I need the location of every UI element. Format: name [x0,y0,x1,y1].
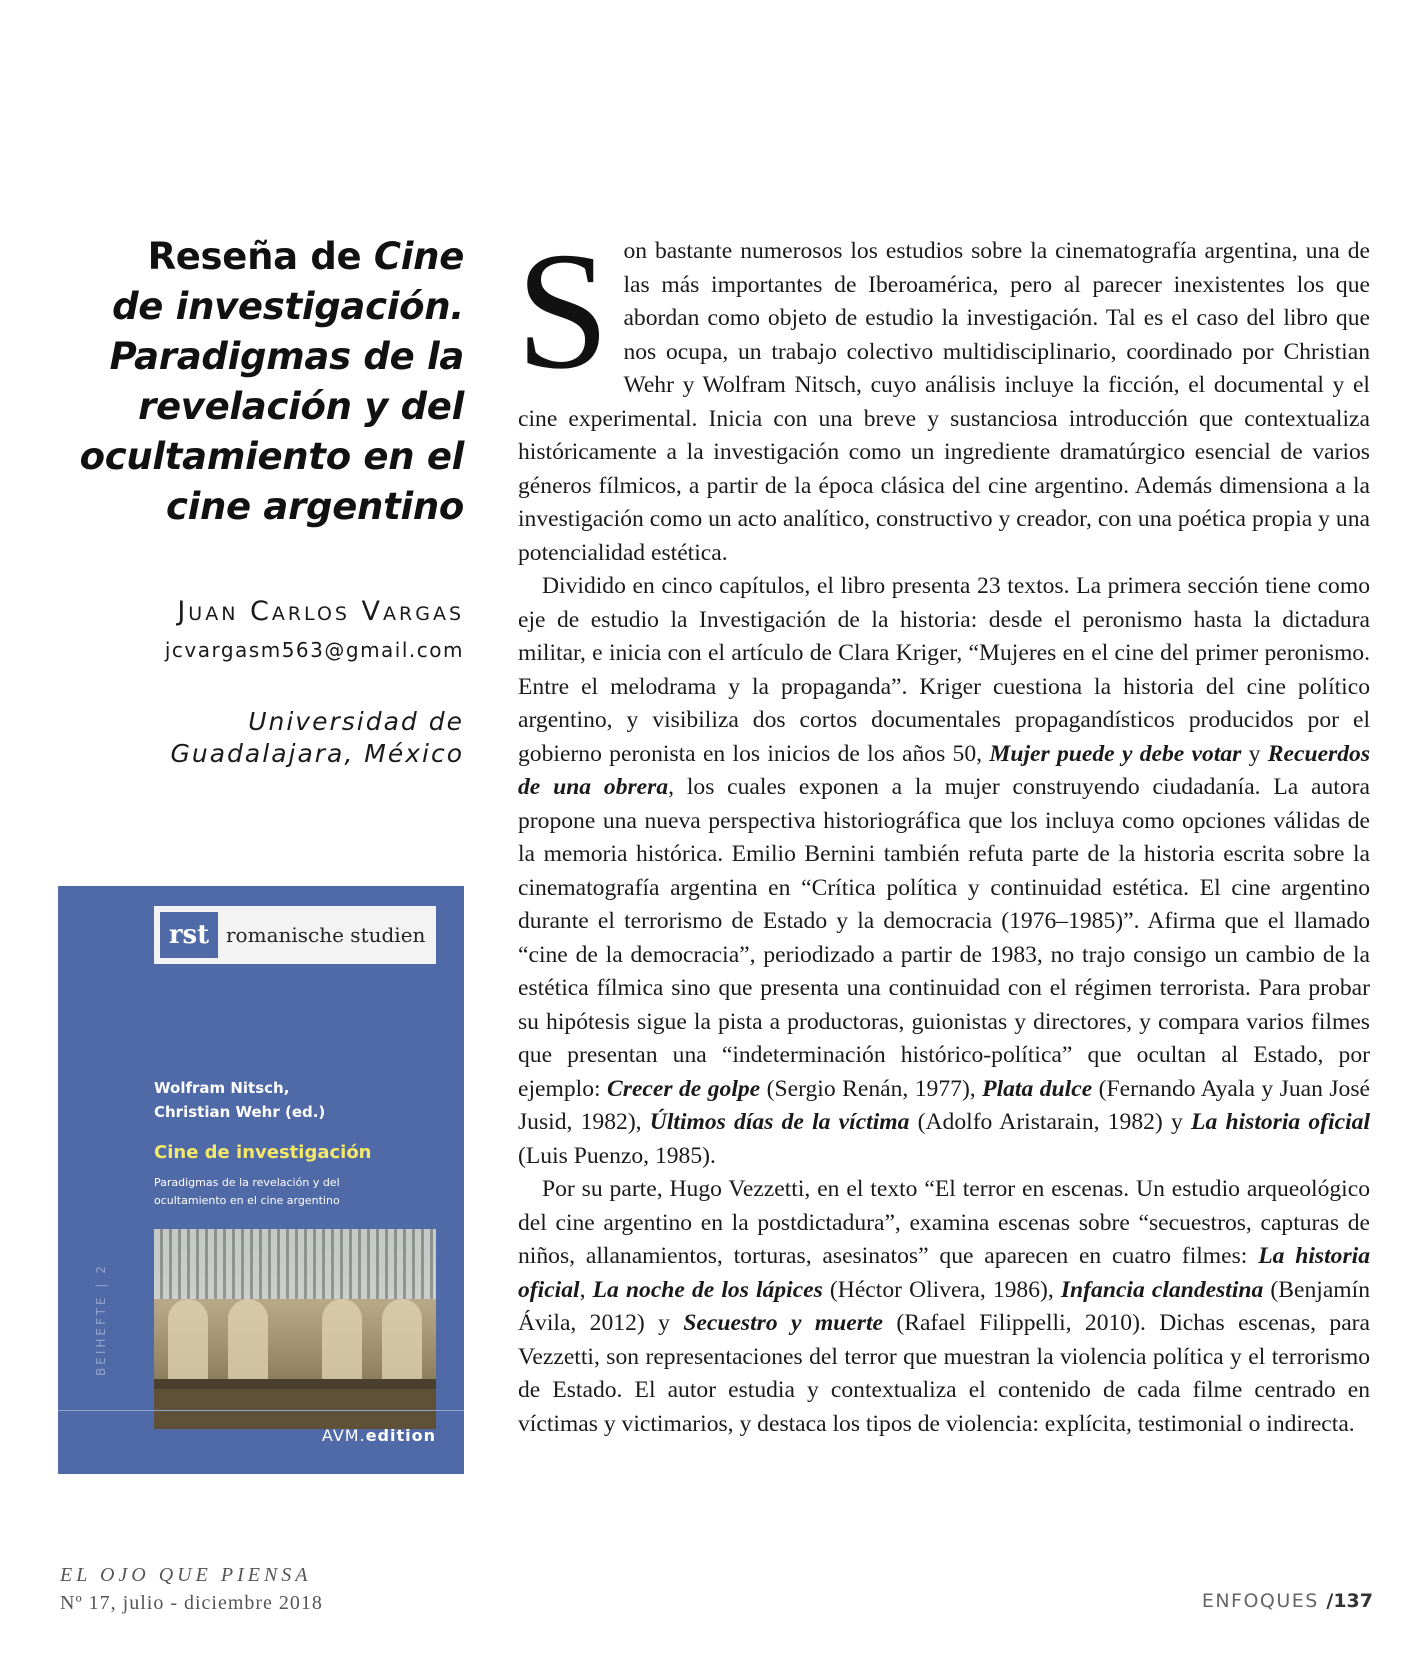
title-line: revelación y del [138,385,464,428]
series-banner [154,906,436,964]
journal-issue: Nº 17, julio - diciembre 2018 [60,1592,323,1614]
series-name: romanische studien [226,923,426,947]
text-run: on bastante numerosos los estudios sobre la cinematografía argentina, una de las más importantes de Iberoamérica, pero al parecer inexistentes los que abordan como objeto de estudio la investigación. Tal es el caso del libro que nos ocupa, un trabajo colectivo multidisciplinario, coordinado por Christian Wehr y Wolfram Nitsch, cuyo análisis incluye la ficción, el documental y el cine experimental. Inicia con una breve y sustanciosa introducción que contextualiza históricamente a la investigación como un ingrediente dramatúrgico esencial de varios géneros fílmicos, a partir de la época clásica del cine argentino. Además dimensiona a la investigación como un acto analítico, constructivo y creador, con una poética propia y una potencialidad estética. [518,238,1370,566]
page-number: /137 [1326,1590,1373,1612]
title-line: Reseña de Cine [147,235,464,278]
film-title: La historia oficial [518,1243,1370,1303]
section-name: ENFOQUES [1201,1590,1319,1612]
affiliation-line: Universidad de [248,707,464,736]
film-title: La noche de los lápices [592,1276,823,1303]
body-paragraph [518,1173,1370,1441]
film-title: Últimos días de la víctima [649,1109,910,1135]
text-run: Por su parte, Hugo Vezzetti, en el texto “El terror en escenas. Un estudio arqueológico del cine argentino en la postdictadura”, examina escenas sobre “secuestros, capturas de niños, allanamientos, torturas, asesinatos” que aparecen en cuatro filmes: [518,1176,1370,1269]
author-email[interactable]: jcvargasm563@gmail.com [164,638,464,662]
section-page [1202,1590,1373,1612]
subtitle-line: ocultamiento en el cine argentino [154,1194,340,1207]
film-title: La historia oficial [1191,1109,1371,1135]
text-run: (Benjamín Ávila, 2012) y [518,1276,1371,1336]
glass-roof [154,1229,436,1299]
series-logo: rst [160,912,218,958]
cover-photo [154,1229,436,1429]
film-title: Recuerdos de una obrera [518,740,1370,800]
title-line: cine argentino [166,485,464,528]
text-run: y [1241,740,1268,767]
book-cover [58,886,464,1474]
film-title: Plata dulce [982,1075,1093,1102]
text-run: , los cuales exponen a la mujer construyendo ciudadanía. La autora propone una nueva perspectiva historiográfica que los incluya como opciones válidas de la memoria histórica. Emilio Bernini también refuta parte de la historia escrita sobre la cinematografía argentina en “Crítica política y continuidad estética. El cine argentino durante el terrorismo de Estado y la democracia (1976–1985)”. Afirma que el llamado “cine de la democracia”, periodizado a partir de 1983, no trajo consigo un cambio de la estética fílmica sino que presenta una continuidad con el régimen terrorista. Para probar su hipótesis sigue la pista a productoras, guionistas y directores, y compara varios filmes que presentan una “indeterminación histórico-política” que ocultan al Estado, por ejemplo: [518,774,1370,1102]
floor [154,1389,436,1429]
text-run: (Adolfo Aristarain, 1982) y [909,1109,1192,1135]
subtitle-line: Paradigmas de la revelación y del [154,1176,340,1189]
text-run: (Rafael Filippelli, 2010). Dichas escenas, para Vezzetti, son representaciones del terror que muestran la violencia política y el terrorismo de Estado. El autor estudia y contextualiza el contenido de cada filme centrado en víctimas y victimarios, y destaca los tipos de violencia: explícita, testimonial o indirecta. [518,1310,1370,1437]
spine-text: BEIHEFTE | 2 [94,1263,108,1376]
balcony-rail [154,1379,436,1389]
author-name: Juan Carlos Vargas [177,596,464,627]
author-affiliation [100,706,464,770]
film-title: Crecer de golpe [607,1075,761,1102]
article-body [516,218,1371,1441]
editor-line: Christian Wehr (ed.) [154,1103,326,1121]
title-line: ocultamiento en el [79,435,464,478]
text-run: (Fernando Ayala y Juan José Jusid, 1982), [518,1075,1370,1135]
body-paragraph [518,570,1370,1173]
text-run: (Sergio Renán, 1977), [760,1075,983,1102]
title-line: Paradigmas de la [109,335,464,378]
journal-name: EL OJO QUE PIENSA [60,1564,312,1586]
film-title: Infancia clandestina [1060,1276,1264,1303]
title-line: de investigación. [112,285,464,328]
cover-divider [58,1410,464,1411]
film-title: Mujer puede y debe votar [989,740,1242,767]
editor-line: Wolfram Nitsch, [154,1079,290,1097]
publisher-logo: AVM.edition [321,1426,436,1445]
text-run: (Luis Puenzo, 1985). [518,1142,716,1169]
drop-cap: S [516,218,610,404]
affiliation-line: Guadalajara, México [170,739,464,768]
text-run: , [579,1276,593,1303]
book-editors [154,1076,454,1124]
body-paragraph [516,218,1370,570]
book-title: Cine de investigación [154,1142,372,1163]
text-run: (Héctor Olivera, 1986), [822,1276,1061,1303]
book-subtitle [154,1174,454,1210]
text-run: Dividido en cinco capítulos, el libro presenta 23 textos. La primera sección tiene como eje de estudio la Investigación de la historia: desde el peronismo hasta la dictadura militar, e inicia con el artículo de Clara Kriger, “Mujeres en el cine del primer peronismo. Entre el melodrama y la propaganda”. Kriger cuestiona la historia del cine político argentino, y visibiliza dos cortos documentales propagandísticos producidos por el gobierno peronista en los inicios de los años 50, [518,573,1370,767]
article-title [40,232,464,532]
film-title: Secuestro y muerte [683,1310,883,1336]
